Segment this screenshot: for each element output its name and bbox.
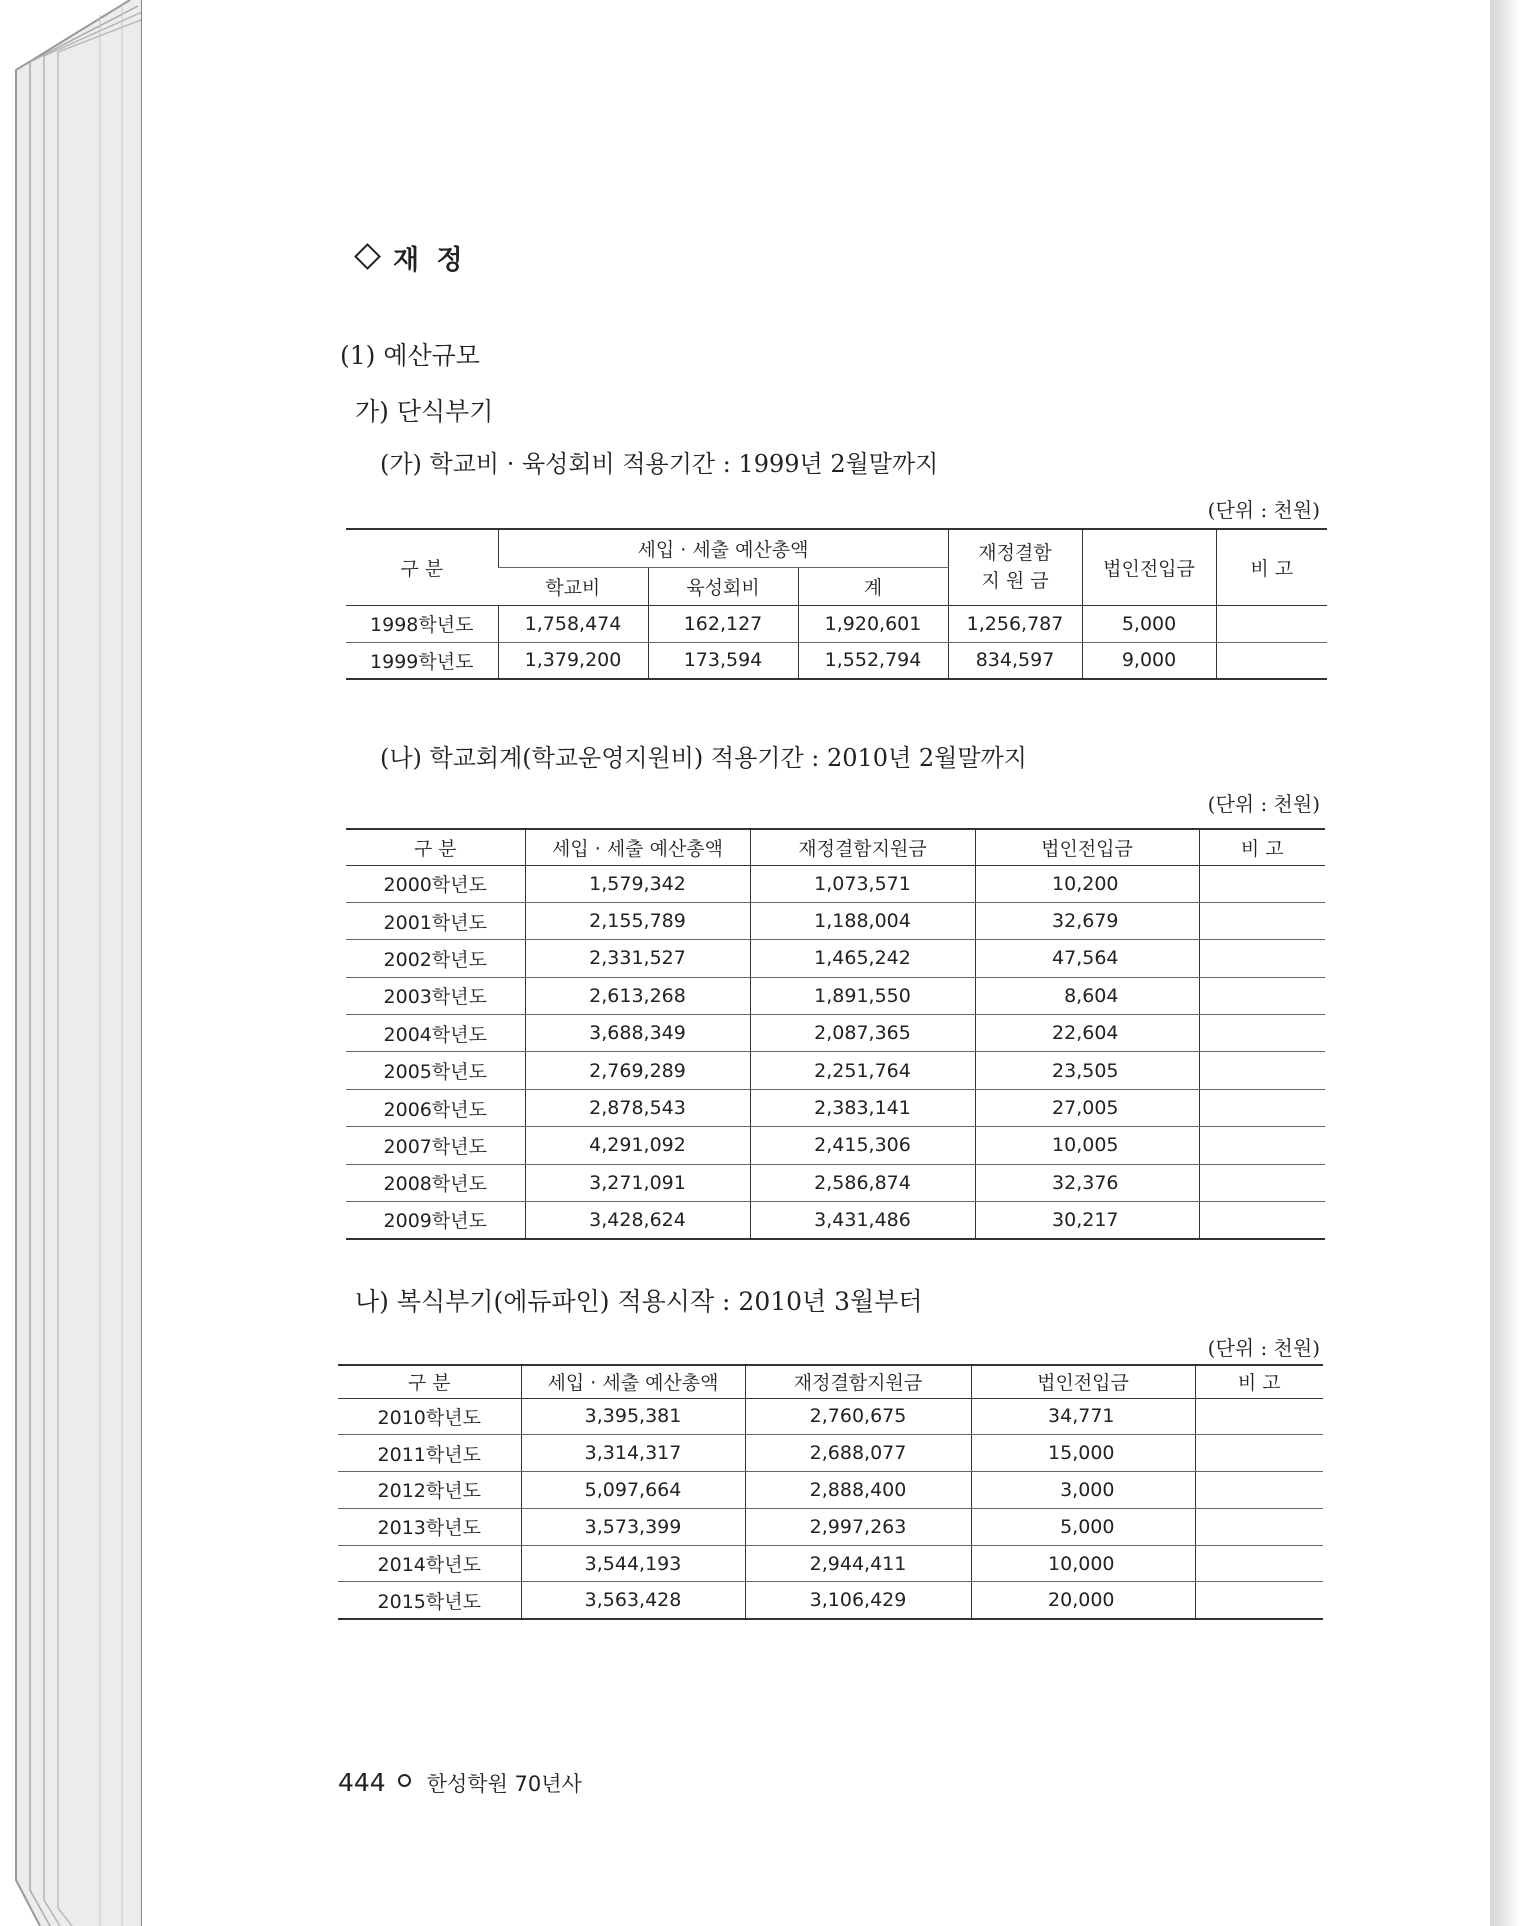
remarks-cell (1216, 605, 1327, 642)
col-header-category: 구 분 (346, 529, 498, 605)
diamond-icon (354, 243, 381, 270)
corporate-cell: 5,000 (1082, 605, 1216, 642)
corporate-cell: 34,771 (971, 1398, 1195, 1435)
corporate-cell: 8,604 (975, 977, 1199, 1014)
table-row (346, 1164, 1325, 1201)
col-header-category: 구 분 (338, 1365, 521, 1398)
deficit-support-line1: 재정결함 (978, 542, 1052, 565)
table-row (346, 1015, 1325, 1052)
year-cell: 2010학년도 (338, 1398, 521, 1435)
col-header-budget-total: 세입 · 세출 예산총액 (498, 529, 948, 567)
budget-total-cell: 2,155,789 (525, 902, 750, 939)
year-cell: 1999학년도 (346, 642, 498, 679)
year-cell: 2001학년도 (346, 902, 525, 939)
budget-table-2010-2015 (338, 1364, 1323, 1620)
budget-total-cell: 3,395,381 (521, 1398, 745, 1435)
corporate-cell: 15,000 (971, 1435, 1195, 1472)
remarks-cell (1199, 1127, 1325, 1164)
col-header-corporate: 법인전입금 (1082, 529, 1216, 605)
bullet-icon (398, 1774, 411, 1787)
deficit-support-cell: 2,415,306 (750, 1127, 975, 1164)
deficit-support-cell: 1,256,787 (948, 605, 1082, 642)
deficit-support-cell: 2,087,365 (750, 1015, 975, 1052)
corporate-cell: 22,604 (975, 1015, 1199, 1052)
table-row (346, 642, 1327, 679)
table-row (338, 1398, 1323, 1435)
table-row (346, 977, 1325, 1014)
remarks-cell (1199, 1202, 1325, 1239)
table-row (346, 1127, 1325, 1164)
budget-total-cell: 1,579,342 (525, 865, 750, 902)
year-cell: 2009학년도 (346, 1202, 525, 1239)
year-cell: 2006학년도 (346, 1089, 525, 1126)
budget-table-2000-2009 (346, 828, 1325, 1240)
budget-total-cell: 2,331,527 (525, 940, 750, 977)
remarks-cell (1199, 902, 1325, 939)
year-cell: 2000학년도 (346, 865, 525, 902)
deficit-support-cell: 2,383,141 (750, 1089, 975, 1126)
table-row (338, 1508, 1323, 1545)
table-row (346, 902, 1325, 939)
col-header-category: 구 분 (346, 829, 525, 865)
remarks-cell (1199, 1089, 1325, 1126)
year-cell: 2013학년도 (338, 1508, 521, 1545)
remarks-cell (1195, 1472, 1323, 1509)
corporate-cell: 47,564 (975, 940, 1199, 977)
deficit-support-cell: 3,106,429 (745, 1582, 971, 1619)
budget-total-cell: 2,878,543 (525, 1089, 750, 1126)
corporate-cell: 32,679 (975, 902, 1199, 939)
section-title (358, 238, 467, 277)
budget-total-cell: 3,314,317 (521, 1435, 745, 1472)
unit-label: (단위 : 천원) (1207, 1336, 1320, 1360)
deficit-support-cell: 2,760,675 (745, 1398, 971, 1435)
table-row (346, 1202, 1325, 1239)
corporate-cell: 10,200 (975, 865, 1199, 902)
deficit-support-cell: 1,891,550 (750, 977, 975, 1014)
table-row (346, 605, 1327, 642)
budget-total-cell: 5,097,664 (521, 1472, 745, 1509)
table-row (338, 1435, 1323, 1472)
book-page-edges (0, 0, 150, 1926)
year-cell: 1998학년도 (346, 605, 498, 642)
budget-table-1998-1999 (346, 528, 1327, 680)
budget-total-cell: 3,271,091 (525, 1164, 750, 1201)
col-header-remarks: 비 고 (1195, 1365, 1323, 1398)
heading-double-entry: 나) 복식부기(에듀파인) 적용시작 : 2010년 3월부터 (355, 1287, 923, 1316)
remarks-cell (1199, 865, 1325, 902)
col-header-corporate: 법인전입금 (975, 829, 1199, 865)
page-footer (338, 1768, 582, 1798)
deficit-support-cell: 2,997,263 (745, 1508, 971, 1545)
corporate-cell: 9,000 (1082, 642, 1216, 679)
corporate-cell: 10,000 (971, 1545, 1195, 1582)
remarks-cell (1199, 977, 1325, 1014)
unit-label: (단위 : 천원) (1207, 792, 1320, 816)
page-right-shadow (1490, 0, 1520, 1926)
remarks-cell (1195, 1435, 1323, 1472)
pta-fee-cell: 162,127 (648, 605, 798, 642)
corporate-cell: 32,376 (975, 1164, 1199, 1201)
corporate-cell: 3,000 (971, 1472, 1195, 1509)
deficit-support-cell: 2,688,077 (745, 1435, 971, 1472)
col-header-pta-fee: 육성회비 (648, 567, 798, 605)
school-fee-cell: 1,379,200 (498, 642, 648, 679)
year-cell: 2015학년도 (338, 1582, 521, 1619)
deficit-support-cell: 1,465,242 (750, 940, 975, 977)
corporate-cell: 27,005 (975, 1089, 1199, 1126)
year-cell: 2008학년도 (346, 1164, 525, 1201)
deficit-support-cell: 2,586,874 (750, 1164, 975, 1201)
budget-total-cell: 3,563,428 (521, 1582, 745, 1619)
table-row (346, 1089, 1325, 1126)
col-header-corporate: 법인전입금 (971, 1365, 1195, 1398)
year-cell: 2005학년도 (346, 1052, 525, 1089)
budget-total-cell: 3,688,349 (525, 1015, 750, 1052)
col-header-deficit-support: 재정결함지원금 (750, 829, 975, 865)
deficit-support-cell: 3,431,486 (750, 1202, 975, 1239)
year-cell: 2012학년도 (338, 1472, 521, 1509)
heading-period-1999: (가) 학교비 · 육성회비 적용기간 : 1999년 2월말까지 (380, 450, 939, 478)
year-cell: 2014학년도 (338, 1545, 521, 1582)
remarks-cell (1199, 1015, 1325, 1052)
year-cell: 2011학년도 (338, 1435, 521, 1472)
remarks-cell (1195, 1582, 1323, 1619)
deficit-support-cell: 2,251,764 (750, 1052, 975, 1089)
heading-single-entry: 가) 단식부기 (355, 397, 494, 426)
heading-budget-scale: (1) 예산규모 (340, 341, 480, 370)
deficit-support-cell: 1,073,571 (750, 865, 975, 902)
table-row (338, 1545, 1323, 1582)
sum-cell: 1,552,794 (798, 642, 948, 679)
budget-total-cell: 3,428,624 (525, 1202, 750, 1239)
col-header-remarks: 비 고 (1199, 829, 1325, 865)
unit-label: (단위 : 천원) (1207, 498, 1320, 522)
col-header-remarks: 비 고 (1216, 529, 1327, 605)
table-row (346, 1052, 1325, 1089)
budget-total-cell: 3,573,399 (521, 1508, 745, 1545)
remarks-cell (1199, 1164, 1325, 1201)
corporate-cell: 20,000 (971, 1582, 1195, 1619)
page-number: 444 (338, 1768, 386, 1797)
col-header-school-fee: 학교비 (498, 567, 648, 605)
year-cell: 2002학년도 (346, 940, 525, 977)
school-fee-cell: 1,758,474 (498, 605, 648, 642)
deficit-support-cell: 834,597 (948, 642, 1082, 679)
remarks-cell (1199, 1052, 1325, 1089)
deficit-support-cell: 2,888,400 (745, 1472, 971, 1509)
remarks-cell (1199, 940, 1325, 977)
corporate-cell: 5,000 (971, 1508, 1195, 1545)
budget-total-cell: 3,544,193 (521, 1545, 745, 1582)
col-header-deficit-support: 재정결함지원금 (745, 1365, 971, 1398)
book-title: 한성학원 70년사 (426, 1772, 582, 1796)
corporate-cell: 30,217 (975, 1202, 1199, 1239)
deficit-support-cell: 2,944,411 (745, 1545, 971, 1582)
col-header-budget-total: 세입 · 세출 예산총액 (525, 829, 750, 865)
section-title-text: 재 정 (393, 245, 467, 276)
table-row (338, 1582, 1323, 1619)
corporate-cell: 10,005 (975, 1127, 1199, 1164)
table-row (346, 940, 1325, 977)
sum-cell: 1,920,601 (798, 605, 948, 642)
remarks-cell (1195, 1508, 1323, 1545)
table-row (346, 865, 1325, 902)
remarks-cell (1216, 642, 1327, 679)
budget-total-cell: 4,291,092 (525, 1127, 750, 1164)
col-header-budget-total: 세입 · 세출 예산총액 (521, 1365, 745, 1398)
remarks-cell (1195, 1545, 1323, 1582)
budget-total-cell: 2,769,289 (525, 1052, 750, 1089)
col-header-sum: 계 (798, 567, 948, 605)
year-cell: 2004학년도 (346, 1015, 525, 1052)
deficit-support-line2: 지 원 금 (981, 570, 1049, 593)
budget-total-cell: 2,613,268 (525, 977, 750, 1014)
year-cell: 2007학년도 (346, 1127, 525, 1164)
deficit-support-cell: 1,188,004 (750, 902, 975, 939)
year-cell: 2003학년도 (346, 977, 525, 1014)
table-row (338, 1472, 1323, 1509)
corporate-cell: 23,505 (975, 1052, 1199, 1089)
heading-period-2010: (나) 학교회계(학교운영지원비) 적용기간 : 2010년 2월말까지 (380, 744, 1027, 772)
col-header-deficit-support (948, 529, 1082, 605)
remarks-cell (1195, 1398, 1323, 1435)
pta-fee-cell: 173,594 (648, 642, 798, 679)
